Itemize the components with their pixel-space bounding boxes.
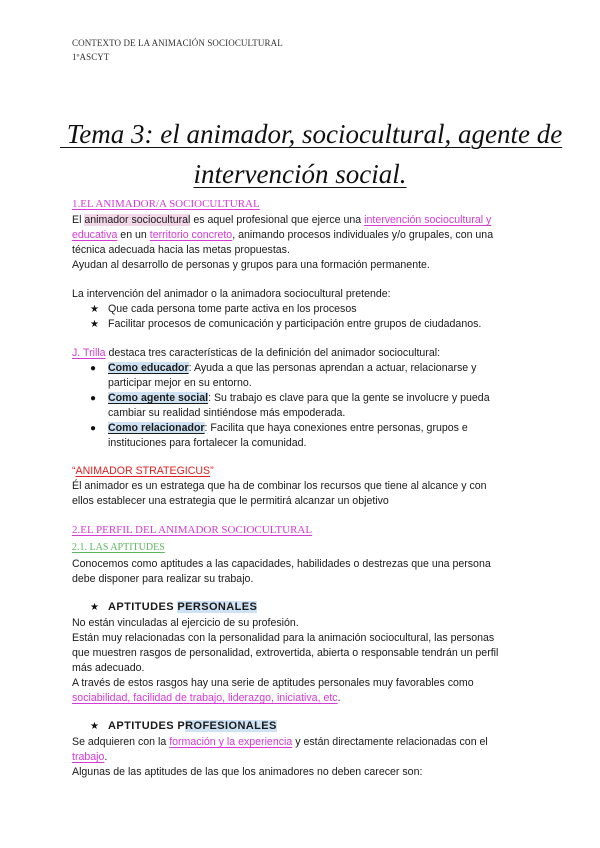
bullet-icon: ● [90,423,97,434]
star-icon: ★ [90,319,99,330]
profesionales-line1: Se adquieren con la formación y la experiencia y están directamente relacionadas con el [72,736,488,748]
intervention-goal-2: Facilitar procesos de comunicación y participación entre grupos de ciudadanos. [108,318,482,330]
personales-line1: No están vinculadas al ejercicio de su profesión. [72,617,299,629]
strategicus-label: ANIMADOR STRATEGICUS [75,465,211,477]
star-icon: ★ [90,602,99,613]
term-agente-social: Como agente social [108,392,209,404]
intervention-intro: La intervención del animador o la animadora sociocultural pretende: [72,288,391,300]
section-2-heading: 2.EL PERFIL DEL ANIMADOR SOCIOCULTURAL [72,524,313,536]
term-relacionador: Como relacionador [108,422,205,434]
link-educativa: educativa [72,229,118,241]
term-educador: Como educador [108,362,189,374]
feature-relacionador-line2: instituciones para fortalecer la comunidad. [108,437,307,449]
bullet-icon: ● [90,393,97,404]
feature-relacionador-line1: Como relacionador: Facilita que haya conexiones entre personas, grupos e [108,422,468,434]
profesionales-line3: Algunas de las aptitudes de las que los animadores no deben carecer son: [72,766,423,778]
page-title-line2: intervención social. [193,159,407,189]
strategicus-heading: “ANIMADOR STRATEGICUS” [72,465,214,477]
aptitudes-def-line2: debe disponer para realizar su trabajo. [72,573,254,585]
page-title-line1: Tema 3: el animador, sociocultural, agente de [60,119,563,149]
header-group: 1ºASCYT [72,52,110,62]
personales-line3: que muestren rasgos de personalidad, extrovertida, abierta o responsable tendrán un perfil [72,647,499,659]
link-trilla: J. Trilla [72,347,106,359]
definition-line3: técnica adecuada hacia las metas propuestas. [72,244,290,256]
link-aptitudes-list: sociabilidad, facilidad de trabajo, liderazgo, iniciativa, etc [72,692,338,704]
trilla-intro: J. Trilla destaca tres características de la definición del animador sociocultural: [72,347,441,359]
link-trabajo: trabajo [72,751,105,763]
feature-agente-line1: Como agente social: Su trabajo es clave para que la gente se involucre y pueda [108,392,490,404]
link-intervencion: intervención sociocultural y [364,214,492,226]
definition-line1: El animador sociocultural es aquel profesional que ejerce una intervención sociocultural y [72,214,492,226]
definition-line4: Ayudan al desarrollo de personas y grupos para una formación permanente. [72,259,430,271]
definition-line2: educativa en un territorio concreto, animando procesos individuales y/o grupales, con una [72,229,494,241]
personales-line6: sociabilidad, facilidad de trabajo, liderazgo, iniciativa, etc. [72,692,341,704]
link-territorio: territorio concreto [149,229,233,241]
aptitudes-personales-heading: APTITUDES PERSONALES [108,601,258,613]
header-course: CONTEXTO DE LA ANIMACIÓN SOCIOCULTURAL [72,38,283,48]
profesionales-line2: trabajo. [72,751,108,763]
star-icon: ★ [90,304,99,315]
section-2-1-heading: 2.1. LAS APTITUDES [72,542,165,553]
personales-line5: A través de estos rasgos hay una serie de aptitudes personales muy favorables como [72,677,474,689]
aptitudes-def-line1: Conocemos como aptitudes a las capacidades, habilidades o destrezas que una persona [72,558,491,570]
feature-agente-line2: cambiar su realidad sintiéndose más empoderada. [108,407,346,419]
personales-line4: más adecuado. [72,662,145,674]
strategicus-line1: Él animador es un estratega que ha de combinar los recursos que tiene al alcance y con [72,480,487,492]
strategicus-line2: ellos establecer una estrategia que le permitirá alcanzar un objetivo [72,495,389,507]
section-1-heading: 1.EL ANIMADOR/A SOCIOCULTURAL [72,198,260,210]
star-icon: ★ [90,721,99,732]
link-formacion: formación y la experiencia [169,736,293,748]
feature-educador-line1: Como educador: Ayuda a que las personas aprendan a actuar, relacionarse y [108,362,477,374]
aptitudes-profesionales-heading: APTITUDES PROFESIONALES [108,720,277,732]
bullet-icon: ● [90,363,97,374]
personales-line2: Están muy relacionadas con la personalidad para la animación sociocultural, las personas [72,632,495,644]
intervention-goal-1: Que cada persona tome parte activa en los procesos [108,303,357,315]
highlight-animador: animador sociocultural [84,214,191,226]
feature-educador-line2: participar mejor en su entorno. [108,377,252,389]
